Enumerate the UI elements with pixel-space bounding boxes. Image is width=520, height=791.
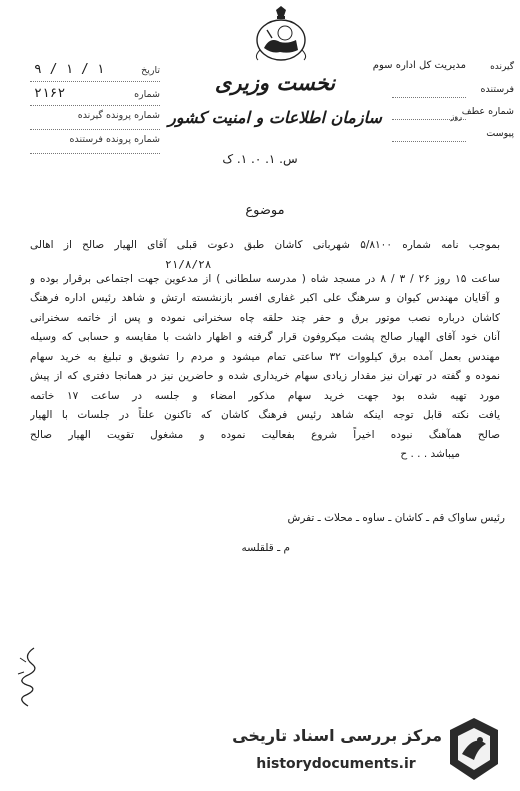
recipient-row (372, 60, 514, 78)
meta-date-value: ۱ / ۱ / ۹ (34, 62, 105, 77)
body-line: صالح همآهنگ نبوده اخیراً شروع بفعالیت نموده و مشغول تقویت الهیار صالح (30, 428, 500, 441)
handwritten-date-note: ۲۱/۸/۲۸ (165, 258, 212, 271)
meta-date-row (30, 62, 160, 82)
meta-recipient-file-label: شماره پرونده گیرنده (77, 110, 160, 121)
lion-and-sun-emblem-icon (250, 6, 312, 64)
body-line: یافت نکته قابل توجه اینکه شاهد رئیس فرهنگ کاشان که تاکنون علناً در جلسات با الهیار (30, 409, 500, 421)
sender-row (392, 82, 514, 100)
meta-date-label: تاریخ (141, 65, 160, 76)
meta-number-label: شماره (134, 89, 160, 100)
meta-number-row (30, 86, 160, 106)
body-line: کاشان درباره نصب موتور برق و حفر چند حلقه چاه سخنرانی نموده و پس از خاتمه سخنرانی (30, 311, 500, 324)
signature-scribble-icon (12, 646, 42, 708)
handwritten-signature (12, 646, 42, 708)
subject-label: موضوع (245, 203, 285, 218)
meta-recipient-file-row (30, 110, 160, 130)
body-line: و آقایان مهندس کیوان و سرهنگ علی اکبر غفاری افسر بازنشسته ارتش و شاهد رئیس اداره فرهنگ (30, 292, 500, 304)
meta-number-value: ۲۱۶۲ (34, 86, 66, 101)
office-subtitle: سازمان اطلاعات و امنیت کشور (168, 108, 382, 127)
sender-label: فرستنده (480, 84, 514, 95)
body-line: مهندس بعمل آمده برق کیلووات ۳۲ ساعتی تمام میشود و مردم را تشویق و تبلیغ به خرید سهام (30, 350, 500, 363)
attachment-row (392, 126, 514, 144)
watermark-name: مرکز بررسی اسناد تاریخی (232, 726, 442, 745)
sender-initials: م ـ قلقلسه (241, 542, 290, 554)
attachment-label: پیوست (486, 128, 514, 139)
recipient-label: گیرنده (490, 62, 514, 72)
office-title: نخست وزیری (214, 70, 336, 95)
watermark (230, 712, 520, 791)
meta-sender-file-label: شماره پرونده فرستنده (69, 134, 160, 145)
body-line: نموده و گفته در تهران نیز مقدار زیادی سهام خریداری شده و حاضرین نیز در همانجا دفتری که از پیش (30, 370, 500, 382)
body-line: ساعت ۱۵ روز ۲۶ / ۳ / ۸ در مسجد شاه ( مدرسه سلطانی ) از مدعوین جهت اجتماعی برقرار بوده و (30, 272, 500, 285)
letter-body (30, 236, 500, 465)
ref-number-sub: روز (450, 112, 462, 121)
ref-number-row (392, 104, 514, 122)
office-code: س. ۱. ۰. ۱. ک (222, 152, 298, 166)
body-line: بموجب نامه شماره ۵/۸۱۰۰ شهربانی کاشان طبق دعوت قبلی آقای الهیار صالح از اهالی (30, 239, 500, 251)
body-line: میباشد . . . ح (400, 448, 460, 460)
body-line: مورد تهیه شده بود جهت خرید سهام مذکور امضاء و جلسه در ساعت ۱۷ خاتمه (30, 389, 500, 402)
copy-recipients: رئیس ساواک قم ـ کاشان ـ ساوه ـ محلات ـ تفرش (287, 512, 505, 524)
meta-right-block (372, 60, 514, 148)
ref-number-label: شماره عطف (461, 106, 514, 117)
body-line: آنان خود آقای الهیار صالح پشت میکروفون قرار گرفته و اظهار داشت با مقایسه و حسابی که وسیله (30, 331, 500, 343)
meta-sender-file-row (30, 134, 160, 154)
meta-left-block (30, 62, 160, 158)
watermark-url: historydocuments.ir (256, 756, 416, 772)
recipient-value: مدیریت کل اداره سوم (372, 60, 466, 71)
history-docs-logo-icon (444, 714, 504, 784)
